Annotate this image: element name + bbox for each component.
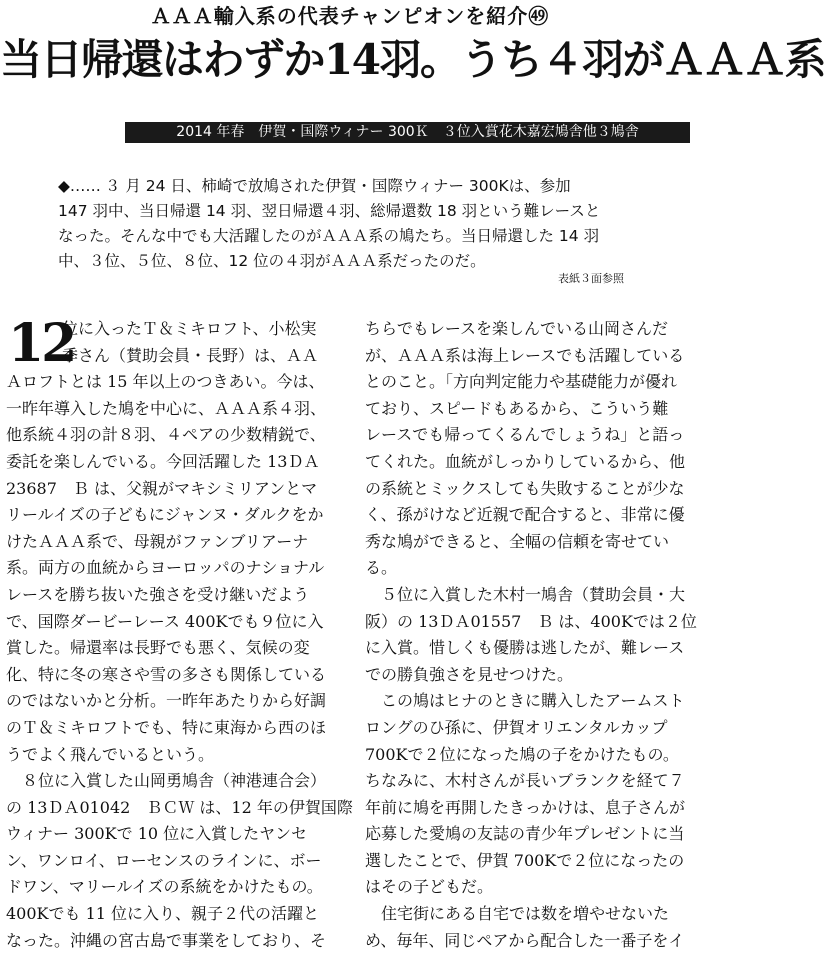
lead-line: ◆…… ３ 月 24 日、柿崎で放鳩された伊賀・国際ウィナー 300Kは、参加 — [58, 177, 571, 195]
body-line: で、国際ダービーレース 400Kでも９位に入 — [6, 611, 324, 631]
body-line: ウィナー 300Kで 10 位に入賞したヤンセ — [6, 824, 307, 844]
cover-reference-note: 表紙３面参照 — [558, 272, 624, 285]
lead-line: 147 羽中、当日帰還 14 羽、翌日帰還４羽、総帰還数 18 羽という難レースと — [58, 202, 601, 220]
body-line: 季さん（賛助会員・長野）は、ＡＡ — [62, 345, 319, 365]
body-line: く、孫がけなど近親で配合すると、非常に優 — [365, 505, 685, 525]
headline: 当日帰還はわずか14羽。うち４羽がＡＡＡ系 — [0, 35, 825, 84]
body-line: ちなみに、木村さんが長いブランクを経て７ — [365, 771, 685, 791]
body-line: 委託を楽しんでいる。今回活躍した 13ＤＡ — [6, 451, 320, 471]
body-line: 阪）の 13ＤＡ01557 Ｂ は、400Kでは２位 — [365, 611, 697, 631]
body-line: に入賞。惜しくも優勝は逃したが、難レース — [365, 638, 685, 658]
lead-line: なった。そんな中でも大活躍したのがＡＡＡ系の鳩たち。当日帰還した 14 羽 — [58, 227, 600, 245]
body-line: ５位に入賞した木村一鳩舎（賛助会員・大 — [381, 584, 686, 604]
body-line: この鳩はヒナのときに購入したアームスト — [381, 691, 685, 711]
body-line: め、毎年、同じペアから配合した一番子をイ — [365, 930, 685, 950]
body-line: レースでも帰ってくるんでしょうね」と語っ — [365, 425, 685, 445]
body-line: リールイズの子どもにジャンヌ・ダルクをか — [6, 505, 324, 525]
lead-line: 中、３位、５位、８位、12 位の４羽がＡＡＡ系だったのだ。 — [58, 252, 486, 270]
body-column-right — [365, 316, 697, 954]
body-line: ン、ワンロイ、ローセンスのラインに、ボー — [6, 850, 322, 870]
body-line: 700Kで２位になった鳩の子をかけたもの。 — [365, 744, 679, 764]
body-line: 応募した愛鳩の友誌の青少年プレゼントに当 — [365, 824, 685, 844]
body-line: なった。沖縄の宮古島で事業をしており、そ — [6, 930, 327, 950]
body-line: てくれた。血統がしっかりしているから、他 — [365, 451, 686, 471]
body-line: ており、スピードもあるから、こういう難 — [365, 398, 669, 418]
race-banner: 2014 年春 伊賀・国際ウィナー 300Ｋ ３位入賞花木嘉宏鳩舎他３鳩舎 — [125, 122, 690, 143]
body-line: での勝負強さを見せつけた。 — [365, 664, 574, 684]
body-line: が、ＡＡＡ系は海上レースでも活躍している — [365, 345, 685, 365]
series-title: ＡＡＡ輸入系の代表チャンピオンを紹介㊾ — [150, 4, 550, 28]
body-line: のではないかと分析。一昨年あたりから好調 — [6, 691, 327, 711]
body-line: 23687 Ｂ は、父親がマキシミリアンとマ — [6, 478, 318, 498]
body-line: 賞した。帰還率は長野でも悪く、気候の変 — [6, 638, 310, 658]
body-line: Ａロフトとは 15 年以上のつきあい。今は、 — [6, 372, 325, 392]
lead-paragraph — [58, 174, 648, 274]
body-line: ロングのひ孫に、伊賀オリエンタルカップ — [365, 717, 668, 737]
body-line: のＴ＆ミキロフトでも、特に東海から西のほ — [6, 717, 327, 737]
body-line: の 13ＤＡ01042 ＢＣＷ は、12 年の伊賀国際 — [6, 797, 353, 817]
body-line: る。 — [365, 558, 398, 578]
body-line: うでよく飛んでいるという。 — [6, 744, 215, 764]
body-line: の系統とミックスしても失敗することが少な — [365, 478, 685, 498]
body-line: 他系統４羽の計８羽、４ペアの少数精鋭で、 — [6, 425, 326, 445]
body-line: 位に入ったＴ＆ミキロフト、小松実 — [62, 319, 317, 338]
body-line: 系。両方の血統からヨーロッパのナショナル — [6, 558, 325, 578]
body-line: 400Kでも 11 位に入り、親子２代の活躍と — [6, 904, 320, 924]
lead-marker: ◆…… — [58, 177, 101, 195]
body-line: 選したことで、伊賀 700Kで２位になったの — [365, 850, 685, 870]
body-column-left — [6, 313, 353, 954]
body-line: ドワン、マリールイズの系統をかけたもの。 — [6, 877, 323, 897]
body-line: とのこと。「方向判定能力や基礎能力が優れ — [365, 372, 678, 392]
body-line: 年前に鳩を再開したきっかけは、息子さんが — [365, 797, 686, 817]
body-line: けたＡＡＡ系で、母親がファンブリアーナ — [6, 531, 309, 551]
body-line: ８位に入賞した山岡勇鳩舎（神港連合会） — [22, 771, 327, 791]
body-line: 住宅街にある自宅では数を増やせないた — [381, 904, 670, 924]
body-line: ちらでもレースを楽しんでいる山岡さんだ — [365, 319, 669, 338]
body-line: 一昨年導入した鳩を中心に、ＡＡＡ系４羽、 — [6, 398, 327, 418]
body-line: 化、特に冬の寒さや雪の多さも関係している — [6, 664, 327, 684]
body-line: はその子どもだ。 — [365, 877, 494, 897]
drop-cap: 12 — [8, 313, 75, 374]
body-line: 秀な鳩ができると、全幅の信頼を寄せてい — [365, 531, 670, 551]
body-line: レースを勝ち抜いた強さを受け継いだよう — [6, 584, 310, 604]
